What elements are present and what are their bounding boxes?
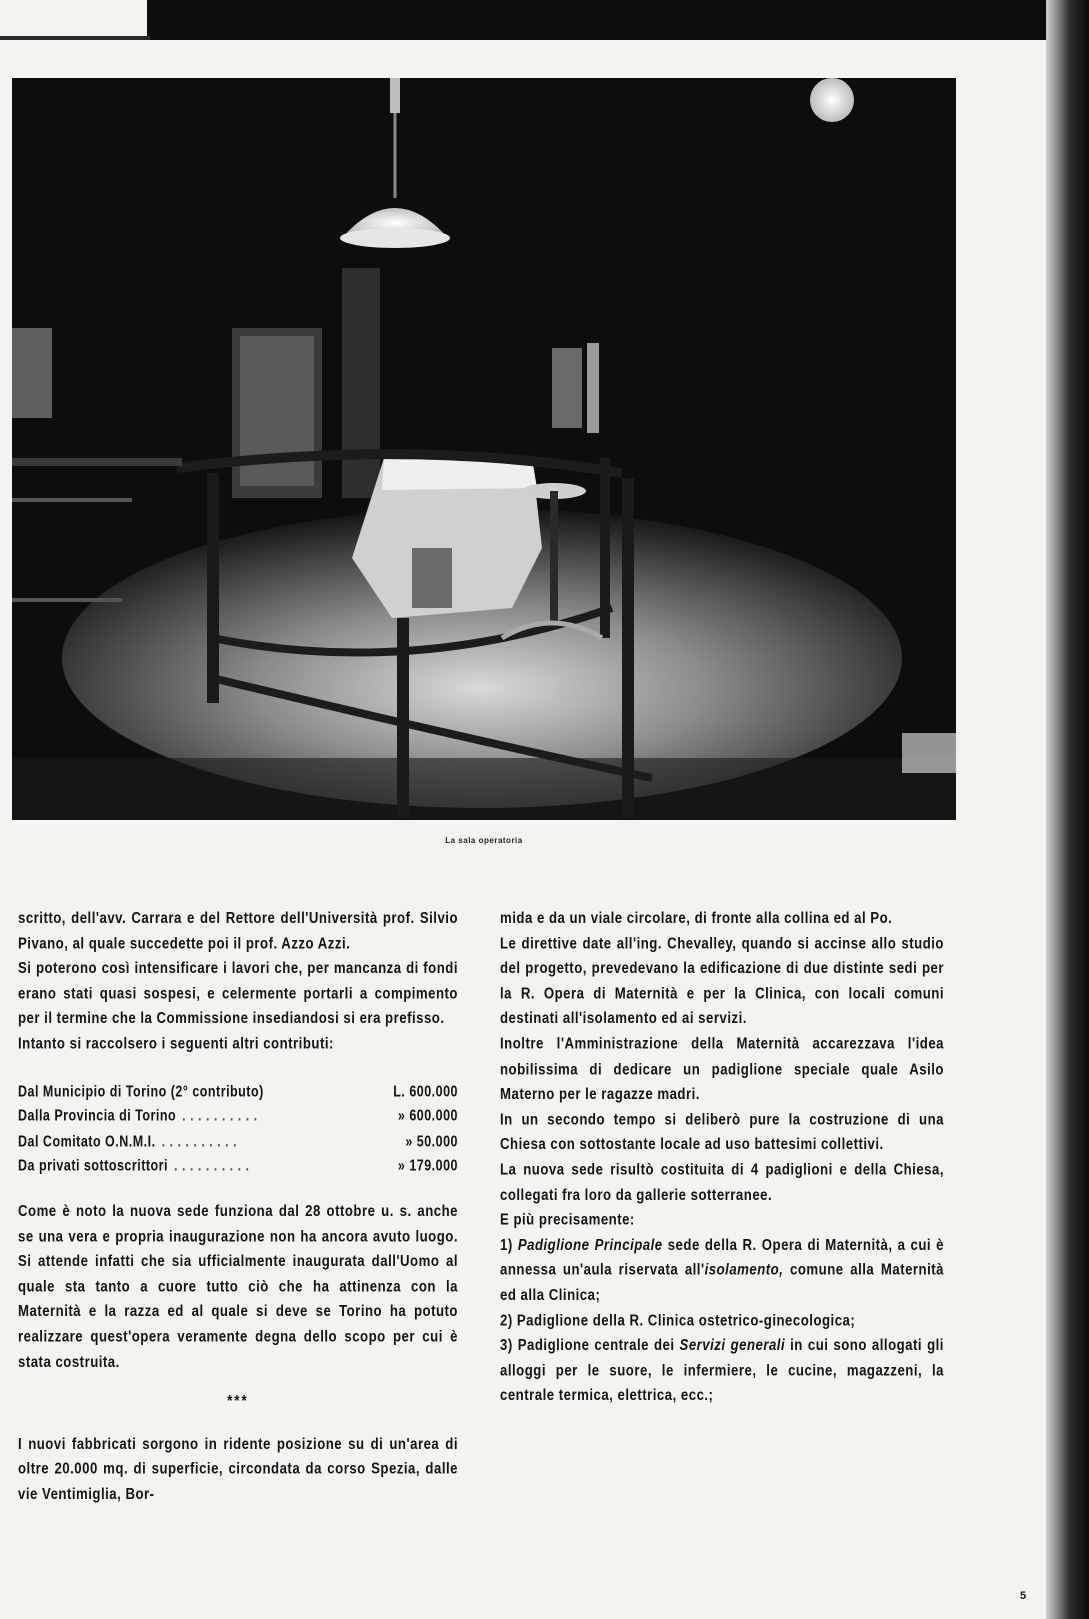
contribution-source: Dalla Provincia di Torino xyxy=(18,1107,177,1125)
contribution-prefix: » xyxy=(397,1107,406,1125)
right-text-column xyxy=(500,906,944,1408)
services-name: Servizi generali xyxy=(679,1335,786,1354)
contributions-list xyxy=(18,1079,458,1179)
paragraph: Si poterono così intensificare i lavori che, per mancanza di fondi erano stati quasi sospesi, e celermente portarli a compimento per il termine che la Commissione insediandosi si era prefisso. xyxy=(18,958,458,1028)
section-separator: *** xyxy=(227,1391,249,1410)
contribution-row xyxy=(18,1079,458,1104)
paragraph: mida e da un viale circolare, di fronte alla collina ed al Po. xyxy=(500,908,893,927)
paragraph: Intanto si raccolsero i seguenti altri contributi: xyxy=(18,1034,334,1053)
operating-room-illustration xyxy=(12,78,956,820)
contribution-prefix: L. xyxy=(393,1082,406,1100)
paragraph: scritto, dell'avv. Carrara e del Rettore dell'Università prof. Silvio Pivano, al quale succedette poi il prof. Azzo Azzi. xyxy=(18,908,458,952)
operating-room-photo xyxy=(12,78,956,820)
contribution-leader: . . . . . . . . . . xyxy=(161,1132,238,1150)
paragraph: Le direttive date all'ing. Chevalley, quando si accinse allo studio del progetto, prevedevano la edificazione di due distinte sedi per la R. Opera di Maternità e per la Clinica, con locali comuni destinati all'isolamento ed ai servizi. xyxy=(500,933,944,1028)
contribution-amount: 600.000 xyxy=(409,1082,458,1100)
contribution-row xyxy=(18,1104,458,1129)
paragraph: E più precisamente: xyxy=(500,1209,635,1229)
contribution-prefix: » xyxy=(405,1132,413,1150)
paragraph: Come è noto la nuova sede funziona dal 28 ottobre u. s. anche se una vera e propria inaugurazione non ha ancora avuto luogo. Si attende infatti che sia ufficialmente inaugurata dall'Uomo al quale sta tanto a cuore tutto ciò che ha attinenza con la Maternità e la razza ed al quale si deve se Torino ha potuto realizzare quest'opera veramente degna dello scopo per cui è stata costruita. xyxy=(18,1201,458,1371)
list-item: 3) Padiglione centrale dei Servizi generali in cui sono allogati gli alloggi per le suore, le infermiere, le cucine, magazzeni, la centrale termica, elettrica, ecc.; xyxy=(500,1335,944,1405)
paragraph: I nuovi fabbricati sorgono in ridente posizione su di un'area di oltre 20.000 mq. di superficie, circondata da corso Spezia, dalle vie Ventimiglia, Bor- xyxy=(18,1433,458,1503)
contribution-prefix: » xyxy=(397,1157,406,1175)
contribution-source: Da privati sottoscrittori xyxy=(18,1157,169,1175)
contribution-row xyxy=(18,1154,458,1179)
pavilion-name: Padiglione Principale xyxy=(517,1235,663,1254)
contribution-row xyxy=(18,1129,458,1154)
left-text-column xyxy=(18,906,458,1507)
page-edge-shadow xyxy=(147,0,1089,40)
contribution-amount: 50.000 xyxy=(416,1132,458,1150)
contribution-amount: 600.000 xyxy=(409,1107,458,1125)
page-number: 5 xyxy=(1020,1590,1027,1602)
contribution-leader: . . . . . . . . . . xyxy=(174,1157,250,1175)
paragraph: Inoltre l'Amministrazione della Maternità accarezzava l'idea nobilissima di dedicare un padiglione speciale quale Asilo Materno per le ragazze madri. xyxy=(500,1034,944,1103)
paragraph: In un secondo tempo si deliberò pure la costruzione di una Chiesa con sottostante locale ad uso battesimi collettivi. xyxy=(500,1109,944,1153)
contribution-source: Dal Municipio di Torino (2° contributo) xyxy=(18,1082,264,1100)
contribution-leader: . . . . . . . . . . xyxy=(182,1107,258,1125)
paragraph: La nuova sede risultò costituita di 4 padiglioni e della Chiesa, collegati fra loro da gallerie sotterranee. xyxy=(500,1159,944,1204)
contribution-source: Dal Comitato O.N.M.I. xyxy=(18,1132,156,1150)
contribution-amount: 179.000 xyxy=(409,1157,458,1175)
book-spine xyxy=(1046,0,1089,1619)
list-item: 1) Padiglione Principale sede della R. Opera di Maternità, a cui è annessa un'aula riservata all'isolamento, comune alla Maternità ed alla Clinica; xyxy=(500,1235,944,1304)
contribution-leader xyxy=(270,1079,387,1104)
spine-binding-line xyxy=(1058,60,1060,1580)
list-item: 2) Padiglione della R. Clinica ostetrico-ginecologica; xyxy=(500,1310,856,1329)
photo-caption: La sala operatoria xyxy=(445,836,523,845)
page-edge-rule xyxy=(0,36,150,40)
